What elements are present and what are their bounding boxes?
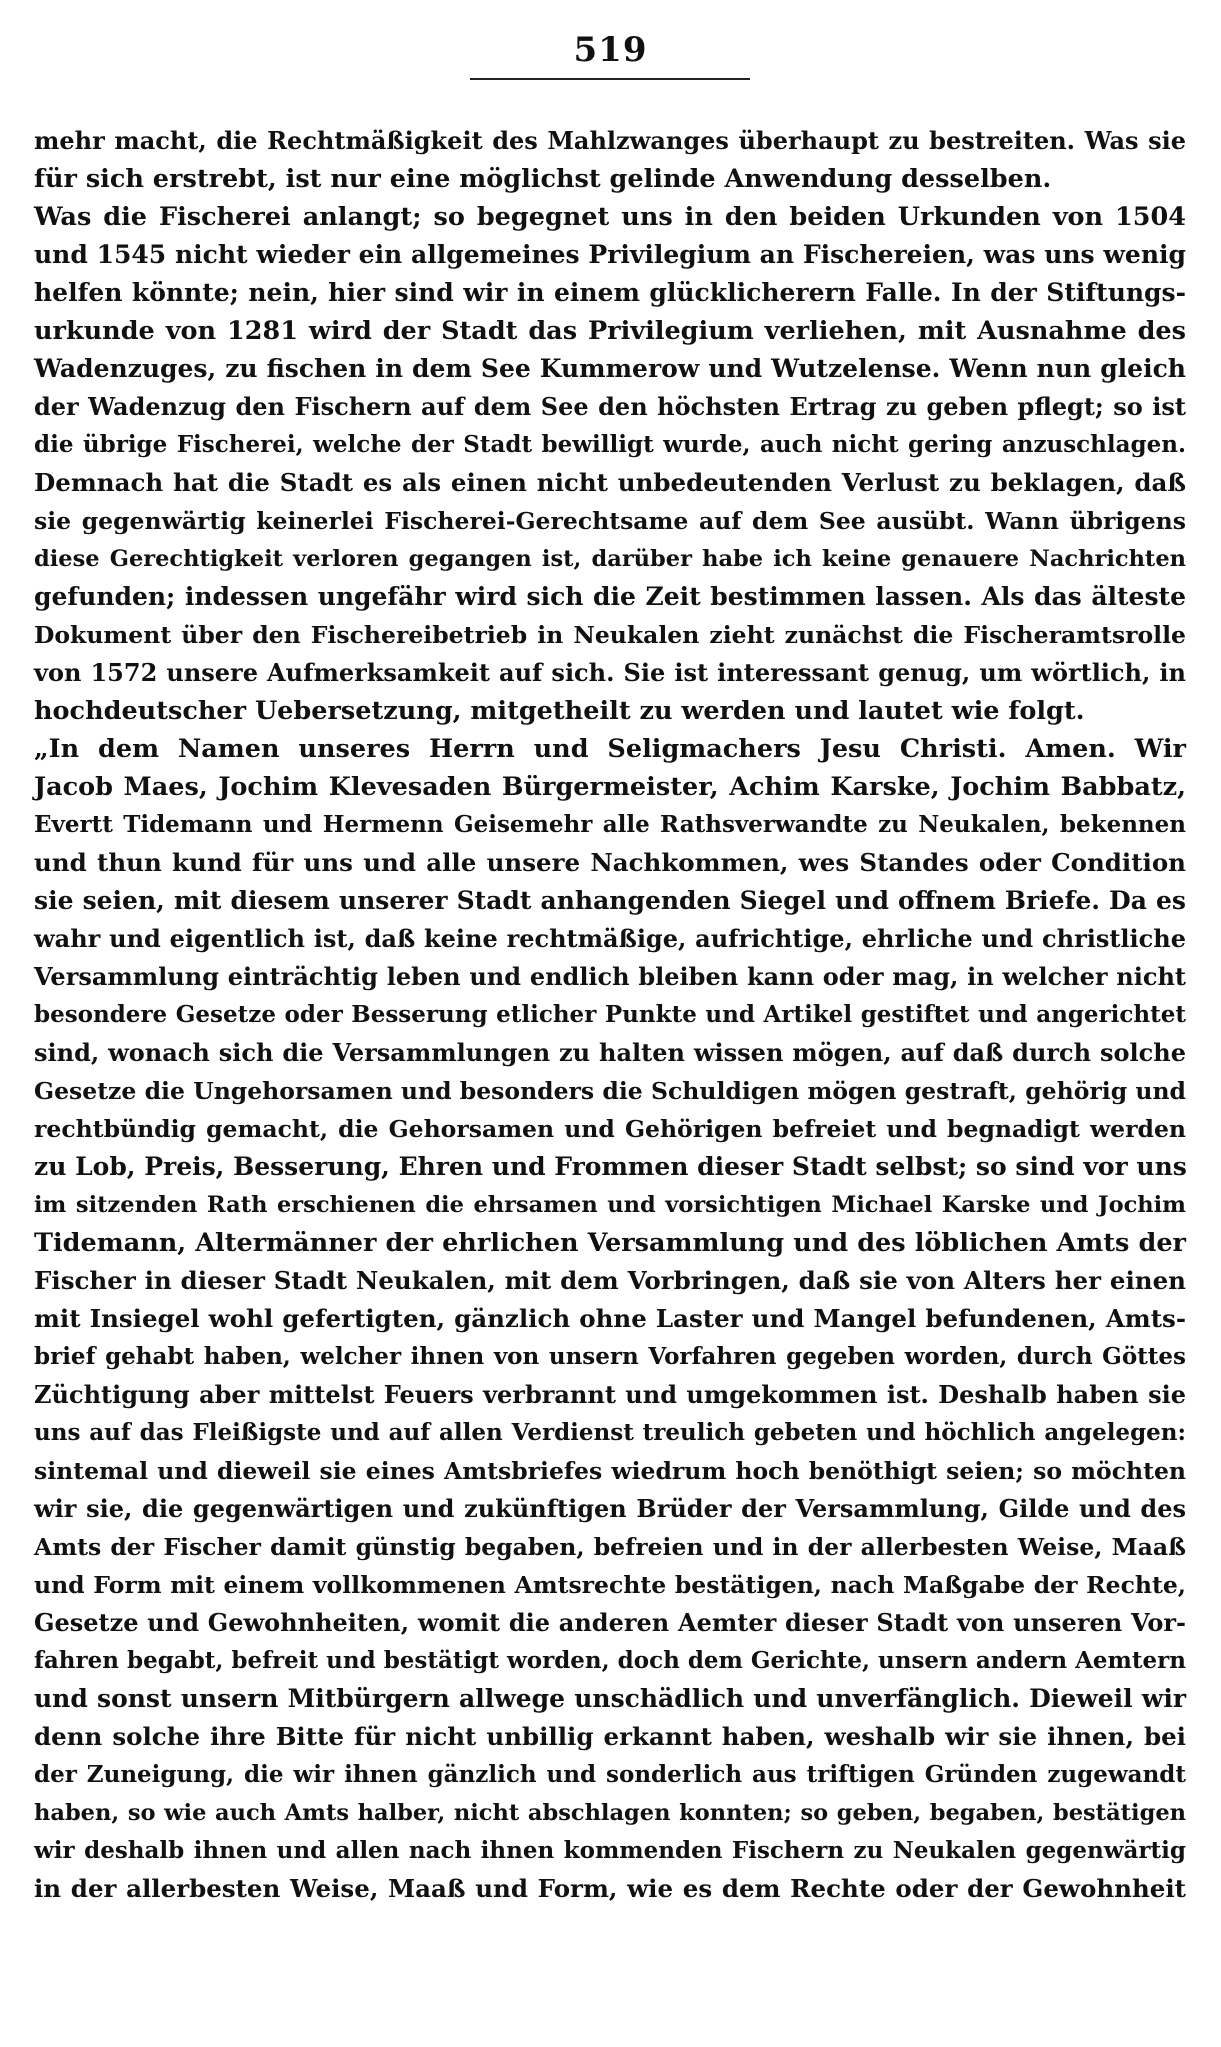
text-line: sie seien, mit diesem unserer Stadt anhangenden Siegel und offnem Briefe. Da es bbox=[34, 886, 1186, 915]
header-rule bbox=[470, 78, 750, 80]
text-line: „In dem Namen unseres Herrn und Seligmachers Jesu Christi. Amen. Wir bbox=[34, 734, 1186, 764]
text-line: brief gehabt haben, welcher ihnen von unsern Vorfahren gegeben worden, durch Göttes bbox=[34, 1343, 1186, 1370]
text-line: haben, so wie auch Amts halber, nicht abschlagen konnten; so geben, begaben, bestätigen bbox=[34, 1800, 1186, 1826]
text-line: diese Gerechtigkeit verloren gegangen ist, darüber habe ich keine genauere Nachrichten bbox=[34, 546, 1186, 572]
text-line: Amts der Fischer damit günstig begaben, befreien und in der allerbesten Weise, Maaß bbox=[34, 1533, 1186, 1561]
text-line: helfen könnte; nein, hier sind wir in einem glücklicherern Falle. In der Stiftungs- bbox=[34, 278, 1186, 307]
text-line: wahr und eigentlich ist, daß keine rechtmäßige, aufrichtige, ehrliche und christliche bbox=[34, 924, 1186, 953]
text-line: sintemal und dieweil sie eines Amtsbriefes wiedrum hoch benöthigt seien; so möchten bbox=[34, 1457, 1186, 1485]
text-line: urkunde von 1281 wird der Stadt das Privilegium verliehen, mit Ausnahme des bbox=[34, 316, 1186, 346]
text-line: fahren begabt, befreit und bestätigt worden, doch dem Gerichte, unsern andern Aemtern bbox=[34, 1647, 1186, 1674]
text-line: und Form mit einem vollkommenen Amtsrechte bestätigen, nach Maßgabe der Rechte, bbox=[34, 1571, 1186, 1599]
text-line: und sonst unsern Mitbürgern allwege unschädlich und unverfänglich. Dieweil wir bbox=[34, 1684, 1186, 1713]
text-line: in der allerbesten Weise, Maaß und Form, wie es dem Rechte oder der Gewohnheit bbox=[34, 1874, 1186, 1903]
text-line: der Wadenzug den Fischern auf dem See den höchsten Ertrag zu geben pflegt; so ist bbox=[34, 392, 1186, 421]
text-line: sind, wonach sich die Versammlungen zu halten wissen mögen, auf daß durch solche bbox=[34, 1038, 1186, 1067]
text-line: der Zuneigung, die wir ihnen gänzlich und sonderlich aus triftigen Gründen zugewandt bbox=[34, 1761, 1186, 1788]
text-line: Dokument über den Fischereibetrieb in Neukalen zieht zunächst die Fischeramtsrolle bbox=[34, 621, 1186, 649]
text-line: Was die Fischerei anlangt; so begegnet uns in den beiden Urkunden von 1504 bbox=[34, 202, 1186, 232]
text-line: für sich erstrebt, ist nur eine möglichst gelinde Anwendung desselben. bbox=[34, 164, 1052, 194]
text-line: Gesetze und Gewohnheiten, womit die anderen Aemter dieser Stadt von unseren Vor- bbox=[34, 1608, 1186, 1637]
text-line: und 1545 nicht wieder ein allgemeines Privilegium an Fischereien, was uns wenig bbox=[34, 240, 1186, 269]
text-line: Jacob Maes, Jochim Klevesaden Bürgermeister, Achim Karske, Jochim Babbatz, bbox=[34, 772, 1186, 802]
text-line: besondere Gesetze oder Besserung etlicher Punkte und Artikel gestiftet und angerichtet bbox=[34, 1001, 1186, 1028]
text-line: Züchtigung aber mittelst Feuers verbrannt und umgekommen ist. Deshalb haben sie bbox=[34, 1380, 1186, 1409]
text-line: und thun kund für uns und alle unsere Nachkommen, wes Standes oder Condition bbox=[34, 848, 1186, 877]
text-line: Tidemann, Altermänner der ehrlichen Versammlung und des löblichen Amts der bbox=[34, 1228, 1186, 1258]
text-line: Evertt Tidemann und Hermenn Geisemehr alle Rathsverwandte zu Neukalen, bekennen bbox=[34, 811, 1186, 838]
text-line: von 1572 unsere Aufmerksamkeit auf sich. Sie ist interessant genug, um wörtlich, in bbox=[34, 658, 1186, 687]
text-line: rechtbündig gemacht, die Gehorsamen und Gehörigen befreiet und begnadigt werden bbox=[34, 1115, 1186, 1143]
text-line: wir deshalb ihnen und allen nach ihnen kommenden Fischern zu Neukalen gegenwärtig bbox=[34, 1837, 1186, 1864]
text-line: Fischer in dieser Stadt Neukalen, mit dem Vorbringen, daß sie von Alters her einen bbox=[34, 1266, 1186, 1295]
text-line: uns auf das Fleißigste und auf allen Verdienst treulich gebeten und höchlich angelegen: bbox=[34, 1419, 1186, 1446]
text-line: mehr macht, die Rechtmäßigkeit des Mahlzwanges überhaupt zu bestreiten. Was sie bbox=[34, 126, 1186, 155]
body-text bbox=[34, 122, 1186, 1908]
text-line: im sitzenden Rath erschienen die ehrsamen und vorsichtigen Michael Karske und Jochim bbox=[34, 1192, 1186, 1218]
text-line: mit Insiegel wohl gefertigten, gänzlich ohne Laster und Mangel befundenen, Amts- bbox=[34, 1304, 1186, 1333]
text-line: denn solche ihre Bitte für nicht unbillig erkannt haben, weshalb wir sie ihnen, bei bbox=[34, 1722, 1186, 1751]
text-line: zu Lob, Preis, Besserung, Ehren und Frommen dieser Stadt selbst; so sind vor uns bbox=[34, 1152, 1187, 1181]
text-line: Gesetze die Ungehorsamen und besonders die Schuldigen mögen gestraft, gehörig und bbox=[34, 1077, 1186, 1105]
text-line: Versammlung einträchtig leben und endlich bleiben kann oder mag, in welcher nicht bbox=[34, 962, 1186, 991]
text-line: die übrige Fischerei, welche der Stadt bewilligt wurde, auch nicht gering anzuschlagen. bbox=[34, 431, 1186, 458]
text-line: wir sie, die gegenwärtigen und zukünftigen Brüder der Versammlung, Gilde und des bbox=[34, 1494, 1186, 1523]
text-line: gefunden; indessen ungefähr wird sich die Zeit bestimmen lassen. Als das älteste bbox=[34, 582, 1186, 611]
text-line: Wadenzuges, zu fischen in dem See Kummerow und Wutzelense. Wenn nun gleich bbox=[34, 354, 1186, 383]
text-line: Demnach hat die Stadt es als einen nicht unbedeutenden Verlust zu beklagen, daß bbox=[34, 468, 1186, 497]
text-line: sie gegenwärtig keinerlei Fischerei-Gerechtsame auf dem See ausübt. Wann übrigens bbox=[34, 507, 1186, 535]
page-number: 519 bbox=[573, 30, 648, 70]
text-line: hochdeutscher Uebersetzung, mitgetheilt zu werden und lautet wie folgt. bbox=[34, 696, 1085, 726]
page-header bbox=[0, 30, 1221, 70]
